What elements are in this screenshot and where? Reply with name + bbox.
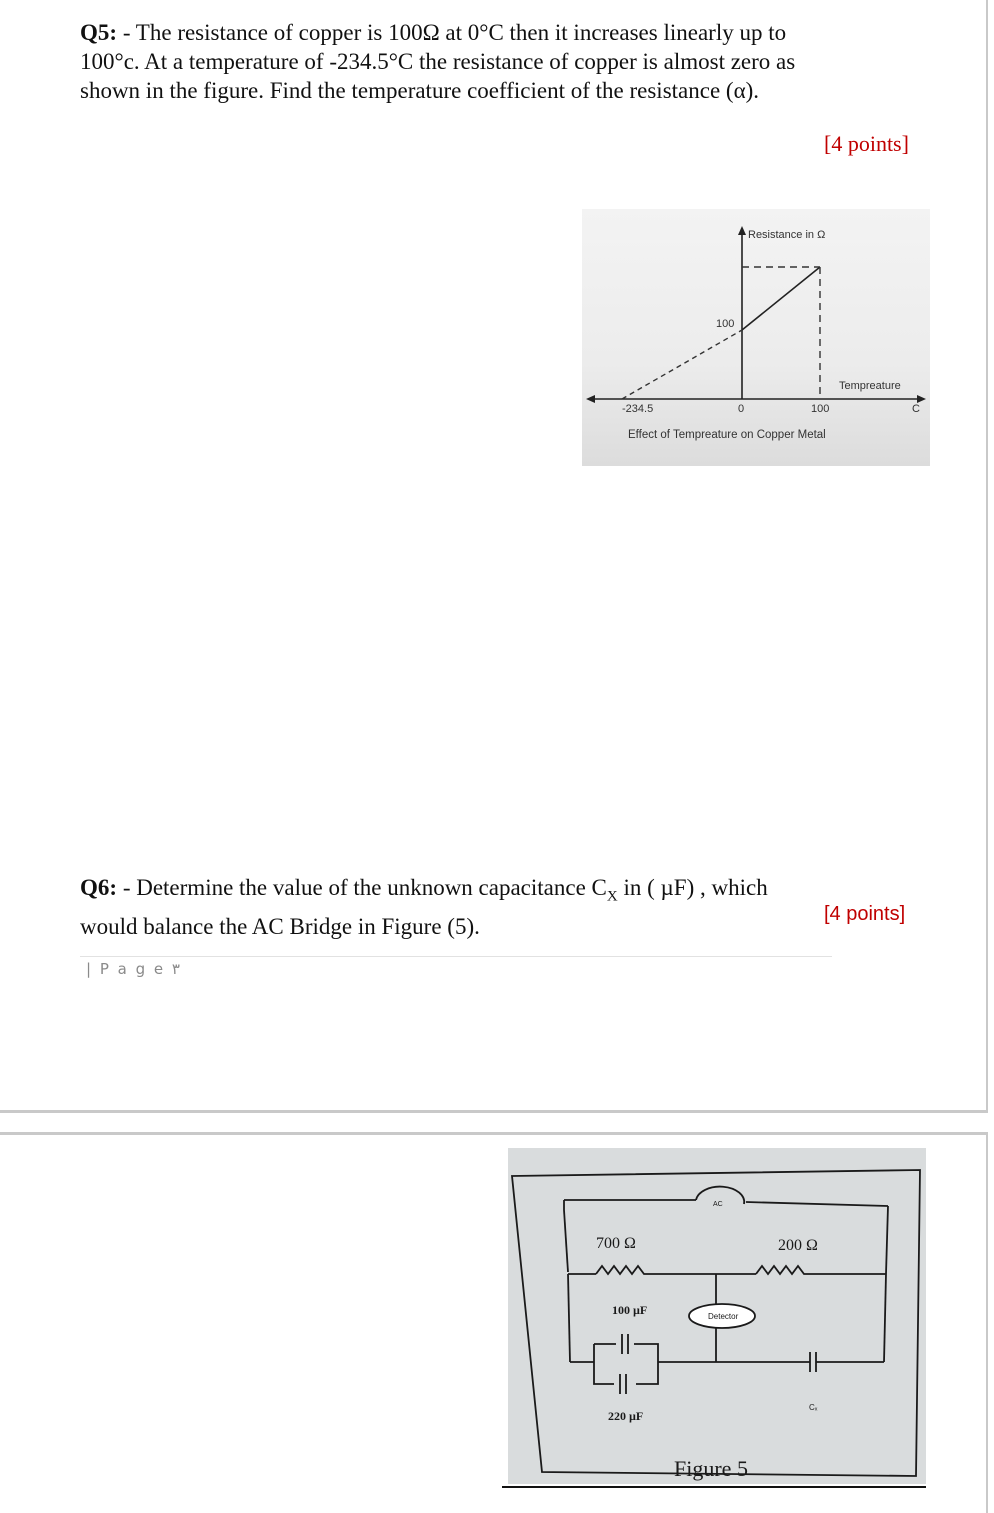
- q5-line1: - The resistance of copper is 100Ω at 0°C then it increases linearly up to: [117, 20, 787, 45]
- q6-subscript: X: [606, 888, 618, 905]
- q6-line1: - Determine the value of the unknown capacitance C: [117, 875, 607, 900]
- q6-label: Q6:: [80, 875, 118, 900]
- q5-line3: shown in the figure. Find the temperature coefficient of the resistance (α).: [80, 78, 760, 103]
- q6-line2: would balance the AC Bridge in Figure (5).: [80, 913, 480, 939]
- detector-label: Detector: [708, 1312, 739, 1321]
- figure-1-caption: Effect of Tempreature on Copper Metal: [628, 429, 826, 441]
- footer-divider: [80, 956, 832, 957]
- figure-5-underline: [502, 1486, 926, 1488]
- q6-line1b: in ( µF) , which: [617, 875, 768, 900]
- x-tick-neg: -234.5: [622, 403, 654, 415]
- y-axis-label: Resistance in Ω: [748, 229, 826, 241]
- x-unit: C: [912, 403, 920, 415]
- page-gap: [0, 1113, 994, 1133]
- q5-points: [4 points]: [824, 131, 909, 156]
- c1-label: 100 µF: [612, 1303, 648, 1317]
- resistance-line: [742, 267, 820, 330]
- q5-text: [80, 18, 795, 105]
- figure-1-copper-resistance: [582, 209, 930, 466]
- figure-5-ac-bridge: [508, 1148, 926, 1484]
- q5-label: Q5:: [80, 20, 118, 45]
- c2-label: 220 µF: [608, 1409, 644, 1423]
- figure-5-caption: Figure 5: [674, 1456, 748, 1481]
- y-tick-100: 100: [716, 318, 735, 330]
- cx-label: Cₓ: [809, 1403, 818, 1412]
- x-axis-label: Tempreature: [839, 380, 901, 392]
- x-tick-0: 0: [738, 403, 745, 415]
- page-footer: | P a g e ٣: [86, 960, 180, 978]
- q6-points: [4 points]: [824, 903, 906, 925]
- r1-label: 700 Ω: [596, 1235, 636, 1252]
- q6-text: [80, 873, 768, 941]
- r2-label: 200 Ω: [778, 1237, 818, 1254]
- q5-line2: 100°c. At a temperature of -234.5°C the resistance of copper is almost zero as: [80, 49, 796, 74]
- x-tick-100: 100: [811, 403, 830, 415]
- extrapolation-line: [622, 330, 742, 399]
- ac-source-label: AC: [713, 1201, 723, 1208]
